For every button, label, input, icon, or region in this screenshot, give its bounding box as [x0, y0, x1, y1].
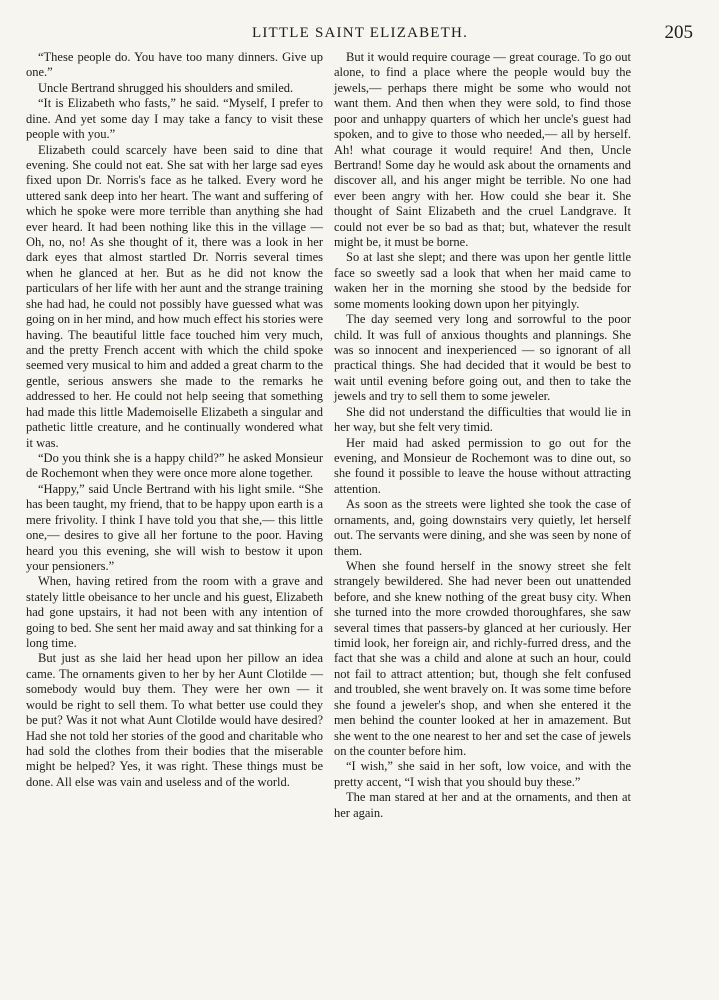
running-head: [0, 22, 719, 44]
paragraph: But just as she laid her head upon her pillow an idea came. The ornaments given to her by her Aunt Clotilde — somebody would buy them. They were her own — it would be right to sell them. To what better use could they be put? Was it not what Aunt Clotilde would have desired? Had she not told her stories of the good and charitable who had sold the clothes from their bodies that the miserable might be helped? Yes, it was right. These things must be done. All else was vain and useless and of the world.: [26, 651, 323, 789]
right-column: [334, 50, 631, 821]
paragraph: As soon as the streets were lighted she took the case of ornaments, and, going downstairs very quietly, let herself out. The servants were dining, and she was seen by none of them.: [334, 497, 631, 558]
paragraph: So at last she slept; and there was upon her gentle little face so sweetly sad a look that when her maid came to waken her in the morning she stood by the bedside for some moments looking down upon her pityingly.: [334, 250, 631, 311]
paragraph: But it would require courage — great courage. To go out alone, to find a place where the people would buy the jewels,— perhaps there might be some who would not want them. And then when they were sold, to find those poor and unhappy quarters of which her uncle's guest had spoken, and to give to those who needed,— all by herself. Ah! what courage it would require! And then, Uncle Bertrand! Some day he would ask about the ornaments and discover all, and his anger might be terrible. No one had ever been angry with her. How could she bear it. She thought of Saint Elizabeth and the cruel Landgrave. It could not ever be so bad as that; but, whatever the result might be, it must be borne.: [334, 50, 631, 250]
paragraph: Elizabeth could scarcely have been said to dine that evening. She could not eat. She sat with her large sad eyes fixed upon Dr. Norris's face as he talked. Every word he uttered sank deep into her heart. The want and suffering of which he spoke were more terrible than anything she had ever heard. It had been nothing like this in the village — Oh, no, no! As she thought of it, there was a look in her dark eyes that almost startled Dr. Norris several times when he glanced at her. But as he did not know the particulars of her life with her aunt and the strange training she had had, he could not possibly have guessed what was going on in her mind, and how much effect his stories were having. The beautiful little face touched him very much, and the pretty French accent with which the child spoke seemed very musical to him and added a great charm to the gentle, serious answers she made to the remarks he addressed to her. He could not help seeing that something had made this little Mademoiselle Elizabeth a singular and pathetic little creature, and he continually wondered what it was.: [26, 142, 323, 450]
left-column: [26, 50, 323, 790]
paragraph: When, having retired from the room with a grave and stately little obeisance to her uncle and his guest, Elizabeth had gone upstairs, it had not been with any intention of going to bed. She sent her maid away and sat thinking for a long time.: [26, 574, 323, 651]
paragraph: “I wish,” she said in her soft, low voice, and with the pretty accent, “I wish that you should buy these.”: [334, 759, 631, 789]
paragraph: Uncle Bertrand shrugged his shoulders and smiled.: [38, 80, 294, 95]
paragraph: The man stared at her and at the ornaments, and then at her again.: [334, 790, 631, 820]
paragraph: When she found herself in the snowy street she felt strangely bewildered. She had never been out unattended before, and she knew nothing of the great busy city. When she turned into the more crowded thoroughfares, she saw several times that passers-by glanced at her curiously. Her timid look, her foreign air, and richly-furred dress, and the fact that she was a child and alone at such an hour, could not fail to attract attention; but, though she felt confused and troubled, she went bravely on. It was some time before she found a jeweler's shop, and when she entered it the men behind the counter looked at her in amazement. But she went to the one nearest to her and set the case of jewels on the counter before him.: [334, 558, 631, 758]
page-number: 205: [664, 22, 693, 43]
paragraph: “It is Elizabeth who fasts,” he said. “Myself, I prefer to dine. And yet some day I may take a fancy to visit these people with you.”: [26, 96, 323, 142]
paragraph: Her maid had asked permission to go out for the evening, and Monsieur de Rochemont was to dine out, so she found it possible to leave the house without attracting attention.: [334, 435, 631, 496]
paragraph: She did not understand the difficulties that would lie in her way, but she felt very timid.: [334, 404, 631, 435]
paragraph: The day seemed very long and sorrowful to the poor child. It was full of anxious thoughts and plannings. She was so innocent and inexperienced — so ignorant of all practical things. She had decided that it would be best to wait until evening before going out, and then to take the jewels and try to sell them to some jeweler.: [334, 312, 631, 404]
paragraph: “These people do. You have too many dinners. Give up one.”: [26, 50, 323, 80]
running-title: LITTLE SAINT ELIZABETH.: [251, 25, 469, 41]
paragraph: “Happy,” said Uncle Bertrand with his light smile. “She has been taught, my friend, that to be happy upon earth is a mere frivolity. I think I have told you that she,— this little one,— desires to give all her fortune to the poor. Having heard you this evening, she will wish to bestow it upon your pensioners.”: [26, 481, 323, 573]
paragraph: “Do you think she is a happy child?” he asked Monsieur de Rochemont when they were once more alone together.: [26, 450, 323, 481]
